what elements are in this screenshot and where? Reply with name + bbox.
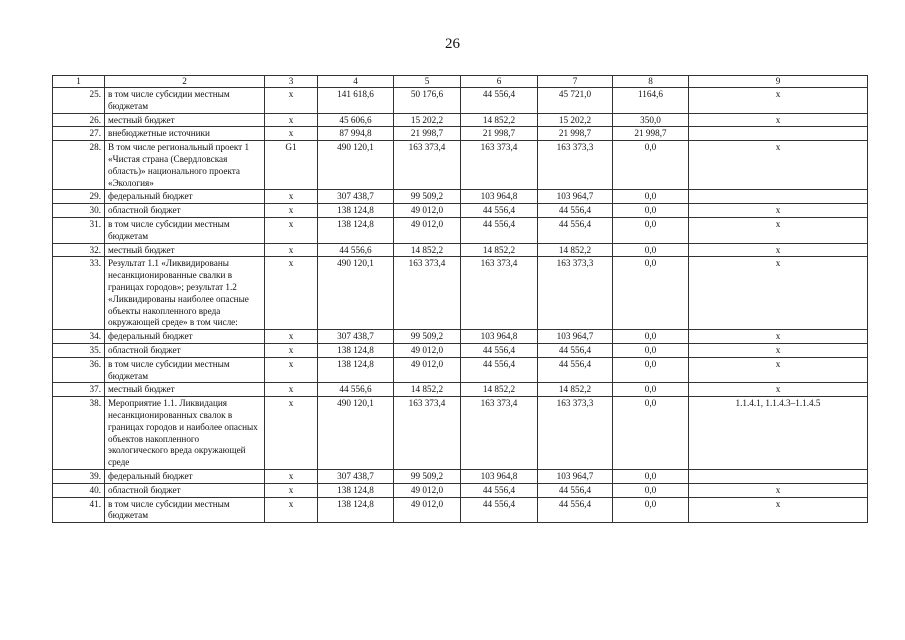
table-cell <box>689 127 868 141</box>
table-cell: 99 509,2 <box>394 330 461 344</box>
table-cell: 0,0 <box>613 397 689 470</box>
row-number-cell: 31. <box>53 217 105 243</box>
table-cell: 44 556,4 <box>538 217 613 243</box>
table-cell: 163 373,3 <box>538 257 613 330</box>
table-cell: 0,0 <box>613 257 689 330</box>
row-label-cell: областной бюджет <box>105 343 265 357</box>
table-cell: 14 852,2 <box>461 243 538 257</box>
table-cell: 21 998,7 <box>613 127 689 141</box>
table-cell: 45 606,6 <box>318 113 394 127</box>
row-label-cell: местный бюджет <box>105 113 265 127</box>
table-cell: 45 721,0 <box>538 88 613 114</box>
table-cell: 103 964,8 <box>461 190 538 204</box>
column-header: 3 <box>265 76 318 88</box>
row-number-cell: 27. <box>53 127 105 141</box>
table-cell: 163 373,4 <box>394 141 461 190</box>
row-number-cell: 32. <box>53 243 105 257</box>
table-cell: 0,0 <box>613 469 689 483</box>
table-cell: 0,0 <box>613 343 689 357</box>
table-cell: 21 998,7 <box>394 127 461 141</box>
table-cell: 49 012,0 <box>394 483 461 497</box>
table-cell: х <box>265 217 318 243</box>
table-cell: х <box>265 127 318 141</box>
table-cell: 138 124,8 <box>318 217 394 243</box>
table-cell: 99 509,2 <box>394 469 461 483</box>
table-cell: 163 373,4 <box>394 257 461 330</box>
table-cell: х <box>265 383 318 397</box>
table-row <box>53 113 868 127</box>
table-cell: х <box>265 397 318 470</box>
row-number-cell: 35. <box>53 343 105 357</box>
table-cell: х <box>689 357 868 383</box>
table-cell: 490 120,1 <box>318 141 394 190</box>
row-label-cell: федеральный бюджет <box>105 330 265 344</box>
table-cell: х <box>265 497 318 523</box>
table-cell: 0,0 <box>613 217 689 243</box>
row-label-cell: областной бюджет <box>105 204 265 218</box>
column-header: 4 <box>318 76 394 88</box>
table-row <box>53 383 868 397</box>
table-cell: 138 124,8 <box>318 343 394 357</box>
row-label-cell: федеральный бюджет <box>105 190 265 204</box>
table-cell: 14 852,2 <box>538 383 613 397</box>
table-cell: 14 852,2 <box>461 113 538 127</box>
table-cell: 87 994,8 <box>318 127 394 141</box>
table-cell: 15 202,2 <box>538 113 613 127</box>
table-cell: х <box>265 257 318 330</box>
table-cell: 163 373,3 <box>538 397 613 470</box>
table-cell: 1164,6 <box>613 88 689 114</box>
table-row <box>53 88 868 114</box>
table-cell: 0,0 <box>613 141 689 190</box>
table-cell: 163 373,4 <box>461 257 538 330</box>
column-header: 8 <box>613 76 689 88</box>
table-cell <box>689 469 868 483</box>
table-cell: х <box>689 113 868 127</box>
table-cell: 99 509,2 <box>394 190 461 204</box>
table-cell: х <box>689 243 868 257</box>
row-label-cell: В том числе региональный проект 1 «Чистая страна (Свердловская область)» национального проекта «Экология» <box>105 141 265 190</box>
table-row <box>53 397 868 470</box>
column-header: 2 <box>105 76 265 88</box>
row-label-cell: в том числе субсидии местным бюджетам <box>105 497 265 523</box>
table-cell: 103 964,7 <box>538 469 613 483</box>
row-number-cell: 41. <box>53 497 105 523</box>
row-label-cell: внебюджетные источники <box>105 127 265 141</box>
row-label-cell: в том числе субсидии местным бюджетам <box>105 357 265 383</box>
table-cell: 49 012,0 <box>394 357 461 383</box>
table-cell: 490 120,1 <box>318 257 394 330</box>
table-cell: 44 556,4 <box>461 88 538 114</box>
table-row <box>53 127 868 141</box>
row-number-cell: 38. <box>53 397 105 470</box>
row-number-cell: 40. <box>53 483 105 497</box>
column-header: 6 <box>461 76 538 88</box>
column-header: 5 <box>394 76 461 88</box>
row-label-cell: в том числе субсидии местным бюджетам <box>105 88 265 114</box>
table-cell: х <box>265 357 318 383</box>
table-cell: 350,0 <box>613 113 689 127</box>
table-cell: 138 124,8 <box>318 483 394 497</box>
table-cell: 44 556,4 <box>538 343 613 357</box>
table-cell: 49 012,0 <box>394 204 461 218</box>
row-label-cell: Мероприятие 1.1. Ликвидация несанкционированных свалок в границах городов и наиболее опасных объектов накопленного экологического вреда окружающей среде <box>105 397 265 470</box>
table-cell: 163 373,4 <box>461 141 538 190</box>
table-row <box>53 357 868 383</box>
table-cell: 49 012,0 <box>394 497 461 523</box>
table-cell: 44 556,4 <box>461 343 538 357</box>
table-cell: 163 373,4 <box>461 397 538 470</box>
table-cell: 103 964,7 <box>538 190 613 204</box>
table-row <box>53 483 868 497</box>
table-cell: 44 556,4 <box>461 217 538 243</box>
table-row <box>53 330 868 344</box>
table-cell: 163 373,4 <box>394 397 461 470</box>
table-cell: 0,0 <box>613 204 689 218</box>
table-cell: 138 124,8 <box>318 204 394 218</box>
table-cell: 44 556,4 <box>538 497 613 523</box>
row-number-cell: 33. <box>53 257 105 330</box>
table-cell: 14 852,2 <box>394 383 461 397</box>
row-number-cell: 37. <box>53 383 105 397</box>
table-cell: х <box>689 217 868 243</box>
table-cell: 44 556,4 <box>461 204 538 218</box>
table-cell: 50 176,6 <box>394 88 461 114</box>
table-cell: 307 438,7 <box>318 330 394 344</box>
table-cell: 307 438,7 <box>318 469 394 483</box>
table-row <box>53 204 868 218</box>
column-header: 1 <box>53 76 105 88</box>
row-number-cell: 34. <box>53 330 105 344</box>
table-cell: х <box>265 343 318 357</box>
row-number-cell: 26. <box>53 113 105 127</box>
table-cell: 44 556,6 <box>318 383 394 397</box>
table-cell: 44 556,4 <box>461 357 538 383</box>
row-number-cell: 29. <box>53 190 105 204</box>
table-cell: 103 964,8 <box>461 469 538 483</box>
table-cell: х <box>689 343 868 357</box>
table-cell: 138 124,8 <box>318 497 394 523</box>
table-cell: 0,0 <box>613 383 689 397</box>
table-cell: х <box>265 243 318 257</box>
table-cell: 0,0 <box>613 483 689 497</box>
table-cell: 103 964,7 <box>538 330 613 344</box>
column-header: 7 <box>538 76 613 88</box>
table-cell: х <box>689 330 868 344</box>
table-cell: 15 202,2 <box>394 113 461 127</box>
table-cell: х <box>689 141 868 190</box>
table-cell: 490 120,1 <box>318 397 394 470</box>
table-row <box>53 257 868 330</box>
table-cell: х <box>689 88 868 114</box>
table-cell: 44 556,4 <box>461 483 538 497</box>
table-cell: х <box>265 190 318 204</box>
table-cell: 1.1.4.1, 1.1.4.3–1.1.4.5 <box>689 397 868 470</box>
table-cell <box>689 190 868 204</box>
table-cell: 138 124,8 <box>318 357 394 383</box>
table-cell: 0,0 <box>613 497 689 523</box>
row-label-cell: Результат 1.1 «Ликвидированы несанкционированные свалки в границах городов»; результат 1.2 «Ликвидированы наиболее опасные объекты накопленного вреда окружающей среде» в том числе: <box>105 257 265 330</box>
table-cell: 14 852,2 <box>538 243 613 257</box>
table-cell: 307 438,7 <box>318 190 394 204</box>
row-number-cell: 28. <box>53 141 105 190</box>
table-row <box>53 497 868 523</box>
header-row <box>53 76 868 88</box>
table-cell: х <box>265 113 318 127</box>
table-cell: х <box>265 204 318 218</box>
table-cell: 0,0 <box>613 190 689 204</box>
table-cell: х <box>689 383 868 397</box>
table-cell: 21 998,7 <box>538 127 613 141</box>
table-cell: х <box>265 330 318 344</box>
row-number-cell: 36. <box>53 357 105 383</box>
table-cell: х <box>265 88 318 114</box>
table-cell: G1 <box>265 141 318 190</box>
table-cell: х <box>265 483 318 497</box>
table-cell: х <box>265 469 318 483</box>
table-cell: 0,0 <box>613 243 689 257</box>
row-label-cell: местный бюджет <box>105 243 265 257</box>
table-cell: х <box>689 483 868 497</box>
table-row <box>53 217 868 243</box>
table-cell: 14 852,2 <box>461 383 538 397</box>
table-row <box>53 469 868 483</box>
row-label-cell: федеральный бюджет <box>105 469 265 483</box>
table-row <box>53 141 868 190</box>
budget-table <box>52 75 868 523</box>
table-cell: 14 852,2 <box>394 243 461 257</box>
row-number-cell: 39. <box>53 469 105 483</box>
table-cell: 44 556,4 <box>538 204 613 218</box>
column-header: 9 <box>689 76 868 88</box>
table-cell: 44 556,6 <box>318 243 394 257</box>
table-cell: х <box>689 204 868 218</box>
table-body <box>53 76 868 523</box>
table-cell: 103 964,8 <box>461 330 538 344</box>
table-row <box>53 243 868 257</box>
table-cell: 21 998,7 <box>461 127 538 141</box>
table-cell: 141 618,6 <box>318 88 394 114</box>
table-cell: 163 373,3 <box>538 141 613 190</box>
table-cell: 49 012,0 <box>394 343 461 357</box>
page-number: 26 <box>445 36 460 52</box>
table-cell: х <box>689 497 868 523</box>
table-cell: 0,0 <box>613 330 689 344</box>
table-cell: 0,0 <box>613 357 689 383</box>
table-cell: х <box>689 257 868 330</box>
table-row <box>53 190 868 204</box>
row-label-cell: местный бюджет <box>105 383 265 397</box>
row-number-cell: 30. <box>53 204 105 218</box>
row-label-cell: областной бюджет <box>105 483 265 497</box>
row-number-cell: 25. <box>53 88 105 114</box>
table-cell: 44 556,4 <box>538 483 613 497</box>
table-row <box>53 343 868 357</box>
table-cell: 44 556,4 <box>461 497 538 523</box>
table-cell: 49 012,0 <box>394 217 461 243</box>
row-label-cell: в том числе субсидии местным бюджетам <box>105 217 265 243</box>
table-cell: 44 556,4 <box>538 357 613 383</box>
